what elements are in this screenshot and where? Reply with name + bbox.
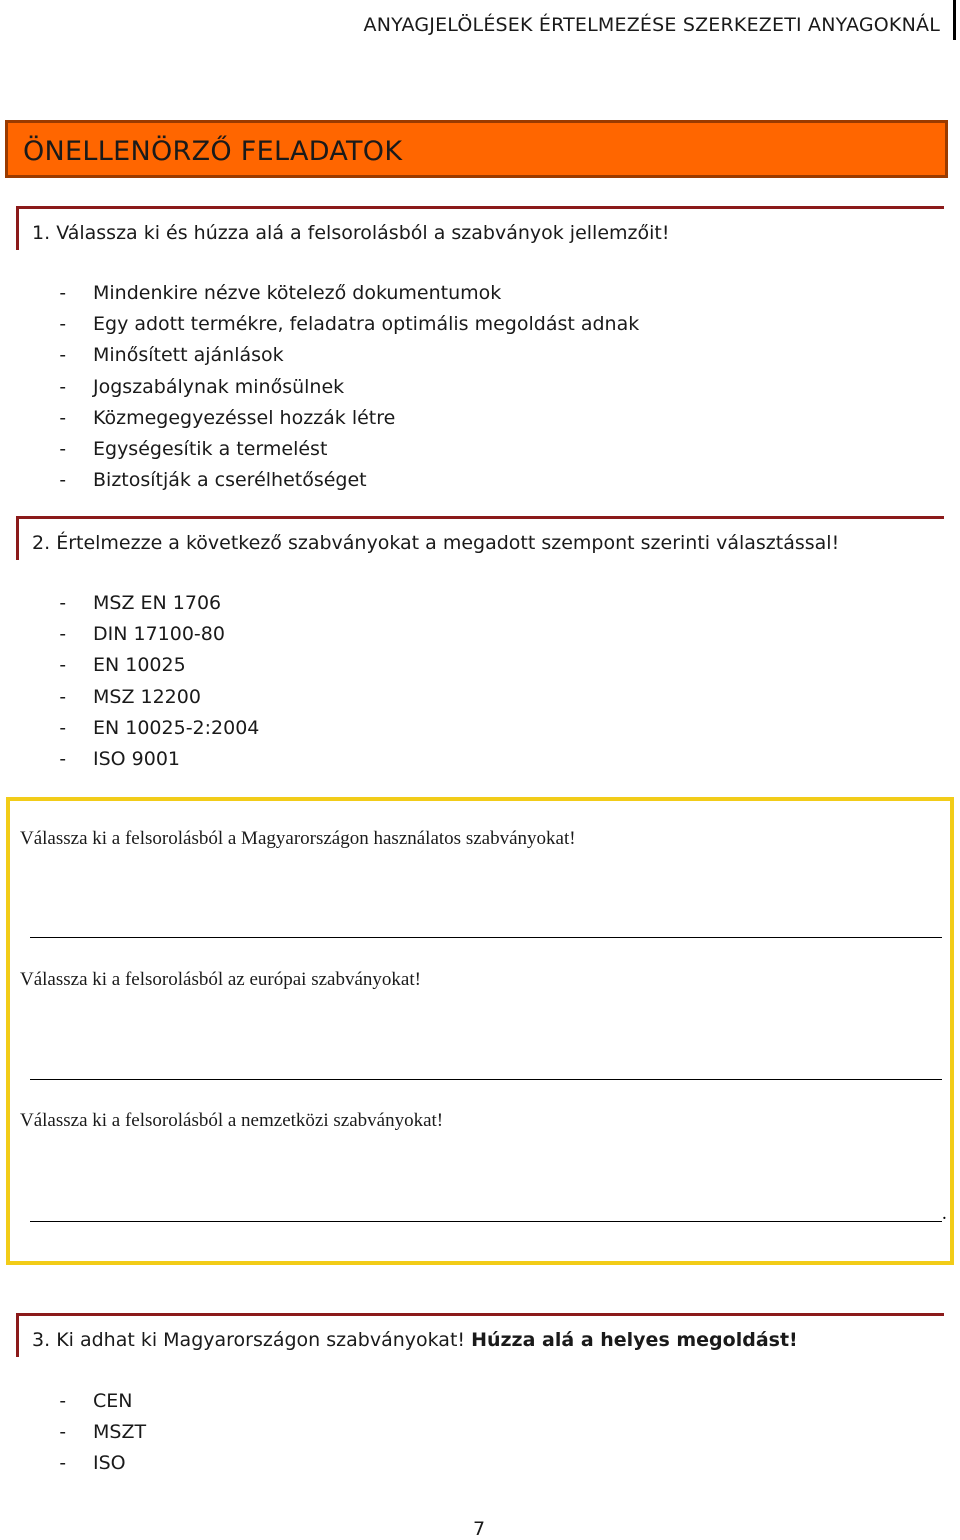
dash-marker: - [57,592,69,614]
prompt-international-standards: Válassza ki a felsorolásból a nemzetközi szabványokat! [20,1110,444,1131]
list-item-text: EN 10025 [93,654,186,677]
list-item-text: Mindenkire nézve kötelező dokumentumok [93,282,502,304]
list-item-text: ISO [93,1452,126,1475]
task-3-options-list [57,1386,146,1480]
list-item-text: EN 10025-2:2004 [93,716,260,739]
dash-marker: - [57,469,69,492]
task-3-heading [16,1313,944,1357]
prompt-hungarian-standards: Válassza ki a felsorolásból a Magyarországon használatos szabványokat! [20,828,576,849]
task-2-standards-list [57,588,259,775]
prompt-european-standards: Válassza ki a felsorolásból az európai szabványokat! [20,969,421,990]
dash-marker: - [57,406,69,429]
task-3-number: 3. [32,1329,51,1351]
list-item[interactable] [57,1448,146,1479]
answer-box [6,797,954,1265]
dash-marker: - [57,623,69,646]
dash-marker: - [57,375,69,398]
list-item-text: Közmegegyezéssel hozzák létre [93,406,396,429]
section-banner [5,120,948,178]
dash-marker: - [57,344,69,367]
list-item-text: MSZ 12200 [93,685,201,708]
list-item[interactable] [57,340,639,371]
dash-marker: - [57,1452,69,1475]
dash-marker: - [57,282,69,304]
task-3-emphasis: Húzza alá a helyes megoldást! [471,1329,798,1351]
section-title: ÖNELLENÖRZŐ FELADATOK [23,136,403,167]
list-item[interactable] [57,372,639,403]
running-header-title: ANYAGJELÖLÉSEK ÉRTELMEZÉSE SZERKEZETI ANYAGOKNÁL [363,14,940,36]
list-item-text: CEN [93,1390,133,1412]
task-2-number: 2. [32,532,51,554]
task-2-text-line [32,532,839,554]
list-item[interactable] [57,309,639,340]
list-item[interactable] [57,434,639,465]
task-1-text: Válassza ki és húzza alá a felsorolásból a szabványok jellemzőit! [56,222,670,244]
list-item-text: ISO 9001 [93,747,181,770]
list-item-text: Jogszabálynak minősülnek [93,375,345,398]
list-item-text: Minősített ajánlások [93,344,284,367]
task-1-heading [16,206,944,250]
list-item[interactable] [57,278,639,309]
list-item [57,588,259,619]
list-item[interactable] [57,403,639,434]
list-item-text: DIN 17100-80 [93,623,225,646]
list-item[interactable] [57,465,639,496]
task-2-heading [16,516,944,560]
dash-marker: - [57,437,69,460]
answer-line-hungarian[interactable] [30,937,942,938]
header-rule [953,0,956,40]
answer-line-international[interactable] [30,1221,942,1222]
list-item-text: Egységesítik a termelést [93,437,328,460]
list-item-text: Egy adott termékre, feladatra optimális megoldást adnak [93,313,640,336]
task-1-text-line [32,222,669,244]
task-3-text: Ki adhat ki Magyarországon szabványokat! [56,1329,466,1351]
answer-line-period: . [942,1203,947,1224]
task-1-options-list [57,278,639,496]
dash-marker: - [57,747,69,770]
list-item [57,713,259,744]
list-item-text: MSZ EN 1706 [93,592,222,614]
page-number: 7 [473,1518,486,1540]
list-item [57,650,259,681]
list-item [57,744,259,775]
list-item[interactable] [57,1386,146,1417]
task-2-text: Értelmezze a következő szabványokat a megadott szempont szerinti választással! [56,532,840,554]
dash-marker: - [57,654,69,677]
dash-marker: - [57,1390,69,1412]
list-item[interactable] [57,1417,146,1448]
dash-marker: - [57,313,69,336]
list-item-text: MSZT [93,1421,147,1444]
task-3-text-line [32,1329,798,1351]
list-item-text: Biztosítják a cserélhetőséget [93,469,367,492]
dash-marker: - [57,685,69,708]
task-1-number: 1. [32,222,51,244]
list-item [57,682,259,713]
dash-marker: - [57,1421,69,1444]
answer-line-european[interactable] [30,1079,942,1080]
dash-marker: - [57,716,69,739]
list-item [57,619,259,650]
